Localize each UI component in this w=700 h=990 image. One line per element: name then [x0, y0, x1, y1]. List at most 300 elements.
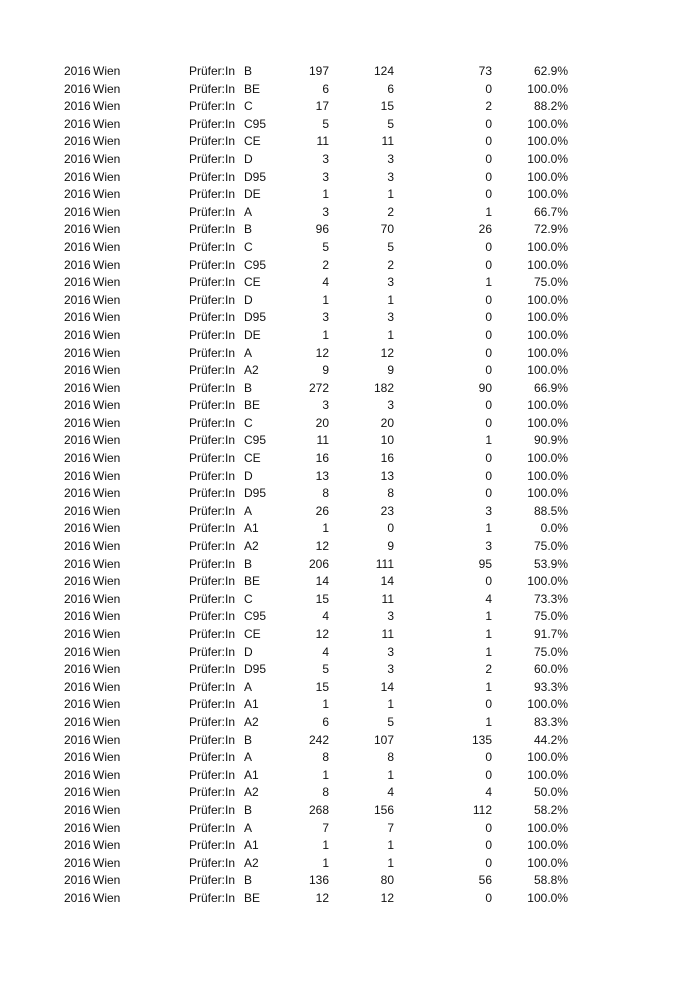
table-row	[0, 468, 700, 486]
total-cell: 9	[322, 363, 329, 378]
rate-cell: 83.3%	[533, 714, 568, 729]
examiner-cell: Prüfer:In	[189, 292, 236, 307]
total-cell: 3	[322, 169, 329, 184]
rate-cell: 100.0%	[527, 398, 568, 413]
rate-cell: 100.0%	[527, 310, 568, 325]
failed-cell: 1	[485, 275, 492, 290]
year-cell: 2016	[64, 697, 91, 712]
total-cell: 268	[308, 802, 329, 817]
category-cell: B	[244, 732, 253, 747]
failed-cell: 0	[485, 257, 492, 272]
year-cell: 2016	[64, 468, 91, 483]
examiner-cell: Prüfer:In	[189, 64, 236, 78]
passed-cell: 111	[375, 556, 394, 571]
passed-cell: 13	[380, 468, 394, 483]
category-cell: D	[244, 292, 253, 307]
total-cell: 6	[322, 714, 329, 729]
failed-cell: 1	[485, 679, 492, 694]
total-cell: 3	[322, 204, 329, 219]
total-cell: 17	[315, 99, 329, 114]
category-cell: CE	[244, 275, 261, 290]
category-cell: B	[244, 380, 253, 395]
year-cell: 2016	[64, 275, 91, 290]
table-row	[0, 151, 700, 169]
failed-cell: 1	[485, 714, 492, 729]
city-cell: Wien	[93, 327, 121, 342]
total-cell: 8	[322, 785, 329, 800]
table-row	[0, 503, 700, 521]
total-cell: 12	[315, 539, 329, 554]
passed-cell: 12	[380, 890, 394, 905]
failed-cell: 0	[485, 239, 492, 254]
rate-cell: 75.0%	[533, 609, 568, 624]
passed-cell: 70	[380, 222, 394, 237]
passed-cell: 1	[387, 292, 394, 307]
table-row	[0, 204, 700, 222]
total-cell: 136	[308, 873, 329, 888]
year-cell: 2016	[64, 187, 91, 202]
city-cell: Wien	[93, 275, 121, 290]
total-cell: 96	[315, 222, 329, 237]
passed-cell: 11	[381, 591, 394, 606]
city-cell: Wien	[93, 574, 121, 589]
passed-cell: 14	[380, 679, 394, 694]
examiner-cell: Prüfer:In	[189, 415, 236, 430]
passed-cell: 1	[387, 327, 394, 342]
rate-cell: 66.7%	[533, 204, 568, 219]
failed-cell: 90	[478, 380, 492, 395]
examiner-cell: Prüfer:In	[189, 204, 236, 219]
year-cell: 2016	[64, 750, 91, 765]
category-cell: C	[244, 99, 253, 114]
rate-cell: 73.3%	[533, 591, 568, 606]
examiner-cell: Prüfer:In	[189, 627, 236, 641]
category-cell: C95	[244, 433, 267, 448]
passed-cell: 16	[380, 451, 394, 466]
passed-cell: 11	[381, 134, 394, 149]
examiner-cell: Prüfer:In	[189, 257, 236, 272]
failed-cell: 0	[485, 415, 492, 430]
passed-cell: 0	[387, 521, 394, 536]
total-cell: 20	[315, 415, 329, 430]
year-cell: 2016	[64, 398, 91, 413]
passed-cell: 80	[380, 873, 394, 888]
city-cell: Wien	[93, 380, 121, 395]
city-cell: Wien	[93, 363, 121, 378]
passed-cell: 1	[387, 697, 394, 712]
examiner-cell: Prüfer:In	[189, 187, 236, 202]
year-cell: 2016	[64, 890, 91, 905]
passed-cell: 15	[380, 99, 394, 114]
rate-cell: 100.0%	[527, 855, 568, 870]
examiner-cell: Prüfer:In	[189, 539, 236, 554]
city-cell: Wien	[93, 679, 121, 694]
city-cell: Wien	[93, 697, 121, 712]
table-row	[0, 714, 700, 732]
year-cell: 2016	[64, 855, 91, 870]
total-cell: 6	[322, 81, 329, 96]
category-cell: A1	[244, 521, 259, 536]
examiner-cell: Prüfer:In	[189, 310, 236, 325]
rate-cell: 100.0%	[527, 820, 568, 835]
year-cell: 2016	[64, 873, 91, 888]
table-row	[0, 696, 700, 714]
rate-cell: 0.0%	[540, 521, 568, 536]
year-cell: 2016	[64, 310, 91, 325]
passed-cell: 3	[387, 169, 394, 184]
failed-cell: 0	[485, 451, 492, 466]
total-cell: 16	[315, 451, 329, 466]
year-cell: 2016	[64, 345, 91, 360]
year-cell: 2016	[64, 732, 91, 747]
category-cell: C95	[244, 257, 267, 272]
city-cell: Wien	[93, 855, 121, 870]
year-cell: 2016	[64, 838, 91, 853]
category-cell: A	[244, 345, 253, 360]
rate-cell: 93.3%	[533, 679, 568, 694]
table-row	[0, 767, 700, 785]
examiner-cell: Prüfer:In	[189, 451, 236, 466]
passed-cell: 1	[387, 855, 394, 870]
total-cell: 8	[322, 750, 329, 765]
category-cell: C	[244, 415, 253, 430]
passed-cell: 11	[381, 627, 394, 641]
failed-cell: 0	[485, 398, 492, 413]
year-cell: 2016	[64, 679, 91, 694]
city-cell: Wien	[93, 292, 121, 307]
examiner-cell: Prüfer:In	[189, 591, 236, 606]
table-row	[0, 573, 700, 591]
passed-cell: 2	[387, 204, 394, 219]
table-row	[0, 591, 700, 609]
city-cell: Wien	[93, 345, 121, 360]
total-cell: 12	[315, 627, 329, 641]
examiner-cell: Prüfer:In	[189, 574, 236, 589]
failed-cell: 2	[485, 99, 492, 114]
failed-cell: 0	[485, 820, 492, 835]
rate-cell: 100.0%	[527, 257, 568, 272]
passed-cell: 9	[387, 539, 394, 554]
city-cell: Wien	[93, 310, 121, 325]
examiner-cell: Prüfer:In	[189, 697, 236, 712]
category-cell: D95	[244, 486, 267, 501]
examiner-cell: Prüfer:In	[189, 521, 236, 536]
total-cell: 1	[322, 327, 329, 342]
year-cell: 2016	[64, 591, 91, 606]
failed-cell: 112	[472, 802, 492, 817]
failed-cell: 1	[485, 609, 492, 624]
rate-cell: 100.0%	[527, 574, 568, 589]
examiner-cell: Prüfer:In	[189, 380, 236, 395]
table-row	[0, 556, 700, 574]
year-cell: 2016	[64, 151, 91, 166]
failed-cell: 1	[485, 627, 492, 641]
rate-cell: 58.8%	[533, 873, 568, 888]
category-cell: B	[244, 802, 253, 817]
examiner-cell: Prüfer:In	[189, 714, 236, 729]
table-row	[0, 802, 700, 820]
rate-cell: 100.0%	[527, 239, 568, 254]
total-cell: 1	[322, 187, 329, 202]
failed-cell: 0	[485, 116, 492, 131]
category-cell: C	[244, 239, 253, 254]
year-cell: 2016	[64, 204, 91, 219]
failed-cell: 0	[485, 327, 492, 342]
passed-cell: 5	[387, 116, 394, 131]
category-cell: BE	[244, 398, 261, 413]
total-cell: 1	[322, 697, 329, 712]
total-cell: 242	[308, 732, 329, 747]
rate-cell: 75.0%	[533, 644, 568, 659]
examiner-cell: Prüfer:In	[189, 644, 236, 659]
examiner-cell: Prüfer:In	[189, 327, 236, 342]
year-cell: 2016	[64, 327, 91, 342]
rate-cell: 100.0%	[527, 81, 568, 96]
year-cell: 2016	[64, 714, 91, 729]
examiner-cell: Prüfer:In	[189, 222, 236, 237]
city-cell: Wien	[93, 239, 121, 254]
table-row	[0, 186, 700, 204]
failed-cell: 0	[485, 169, 492, 184]
city-cell: Wien	[93, 609, 121, 624]
year-cell: 2016	[64, 820, 91, 835]
table-row	[0, 133, 700, 151]
year-cell: 2016	[64, 99, 91, 114]
category-cell: D95	[244, 169, 267, 184]
category-cell: A2	[244, 785, 259, 800]
city-cell: Wien	[93, 151, 121, 166]
table-row	[0, 872, 700, 890]
year-cell: 2016	[64, 239, 91, 254]
city-cell: Wien	[93, 662, 121, 677]
examiner-cell: Prüfer:In	[189, 767, 236, 782]
failed-cell: 0	[485, 486, 492, 501]
failed-cell: 1	[485, 433, 492, 448]
table-row	[0, 661, 700, 679]
city-cell: Wien	[93, 415, 121, 430]
city-cell: Wien	[93, 204, 121, 219]
year-cell: 2016	[64, 627, 91, 641]
city-cell: Wien	[93, 64, 121, 78]
rate-cell: 100.0%	[527, 697, 568, 712]
category-cell: A2	[244, 539, 259, 554]
passed-cell: 3	[387, 644, 394, 659]
failed-cell: 0	[485, 363, 492, 378]
city-cell: Wien	[93, 451, 121, 466]
passed-cell: 4	[387, 785, 394, 800]
passed-cell: 156	[373, 802, 394, 817]
category-cell: BE	[244, 574, 261, 589]
total-cell: 3	[322, 310, 329, 325]
table-row	[0, 116, 700, 134]
table-row	[0, 63, 700, 81]
year-cell: 2016	[64, 521, 91, 536]
rate-cell: 58.2%	[533, 802, 568, 817]
passed-cell: 2	[387, 257, 394, 272]
city-cell: Wien	[93, 521, 121, 536]
passed-cell: 3	[387, 275, 394, 290]
passed-cell: 5	[387, 714, 394, 729]
failed-cell: 1	[485, 204, 492, 219]
examiner-cell: Prüfer:In	[189, 433, 236, 448]
city-cell: Wien	[93, 169, 121, 184]
examiner-cell: Prüfer:In	[189, 239, 236, 254]
rate-cell: 44.2%	[533, 732, 568, 747]
passed-cell: 12	[380, 345, 394, 360]
rate-cell: 90.9%	[533, 433, 568, 448]
city-cell: Wien	[93, 802, 121, 817]
rate-cell: 100.0%	[527, 486, 568, 501]
table-row	[0, 450, 700, 468]
city-cell: Wien	[93, 644, 121, 659]
category-cell: BE	[244, 890, 261, 905]
rate-cell: 100.0%	[527, 327, 568, 342]
table-row	[0, 890, 700, 908]
total-cell: 26	[315, 503, 329, 518]
failed-cell: 0	[485, 468, 492, 483]
year-cell: 2016	[64, 134, 91, 149]
city-cell: Wien	[93, 222, 121, 237]
category-cell: A	[244, 750, 253, 765]
category-cell: A2	[244, 855, 259, 870]
failed-cell: 26	[478, 222, 492, 237]
category-cell: A	[244, 503, 253, 518]
category-cell: CE	[244, 451, 261, 466]
city-cell: Wien	[93, 81, 121, 96]
passed-cell: 23	[380, 503, 394, 518]
category-cell: A1	[244, 838, 259, 853]
total-cell: 1	[322, 521, 329, 536]
city-cell: Wien	[93, 556, 121, 571]
year-cell: 2016	[64, 662, 91, 677]
city-cell: Wien	[93, 539, 121, 554]
failed-cell: 4	[485, 591, 492, 606]
rate-cell: 100.0%	[527, 890, 568, 905]
city-cell: Wien	[93, 732, 121, 747]
failed-cell: 3	[485, 539, 492, 554]
category-cell: A	[244, 679, 253, 694]
examiner-cell: Prüfer:In	[189, 169, 236, 184]
total-cell: 4	[322, 609, 329, 624]
rate-cell: 100.0%	[527, 750, 568, 765]
category-cell: B	[244, 873, 253, 888]
category-cell: A1	[244, 767, 259, 782]
city-cell: Wien	[93, 838, 121, 853]
year-cell: 2016	[64, 767, 91, 782]
passed-cell: 8	[387, 486, 394, 501]
failed-cell: 0	[485, 292, 492, 307]
rate-cell: 75.0%	[533, 539, 568, 554]
table-row	[0, 98, 700, 116]
category-cell: D95	[244, 310, 267, 325]
passed-cell: 20	[380, 415, 394, 430]
passed-cell: 3	[387, 609, 394, 624]
rate-cell: 72.9%	[533, 222, 568, 237]
passed-cell: 124	[373, 64, 394, 78]
year-cell: 2016	[64, 64, 91, 78]
rate-cell: 100.0%	[527, 767, 568, 782]
examiner-cell: Prüfer:In	[189, 662, 236, 677]
total-cell: 11	[316, 134, 329, 149]
rate-cell: 88.5%	[533, 503, 568, 518]
total-cell: 15	[315, 591, 329, 606]
table-row	[0, 345, 700, 363]
examiner-cell: Prüfer:In	[189, 486, 236, 501]
category-cell: DE	[244, 187, 261, 202]
examiner-cell: Prüfer:In	[189, 890, 236, 905]
failed-cell: 95	[478, 556, 492, 571]
passed-cell: 3	[387, 151, 394, 166]
examiner-cell: Prüfer:In	[189, 609, 236, 624]
passed-cell: 182	[373, 380, 394, 395]
city-cell: Wien	[93, 890, 121, 905]
category-cell: C	[244, 591, 253, 606]
passed-cell: 8	[387, 750, 394, 765]
year-cell: 2016	[64, 380, 91, 395]
year-cell: 2016	[64, 556, 91, 571]
year-cell: 2016	[64, 451, 91, 466]
examiner-cell: Prüfer:In	[189, 81, 236, 96]
failed-cell: 0	[485, 697, 492, 712]
failed-cell: 56	[478, 873, 492, 888]
failed-cell: 0	[485, 310, 492, 325]
failed-cell: 0	[485, 838, 492, 853]
year-cell: 2016	[64, 363, 91, 378]
category-cell: C95	[244, 609, 267, 624]
passed-cell: 9	[387, 363, 394, 378]
total-cell: 13	[315, 468, 329, 483]
table-row	[0, 520, 700, 538]
category-cell: D95	[244, 662, 267, 677]
failed-cell: 0	[485, 151, 492, 166]
category-cell: BE	[244, 81, 261, 96]
table-row	[0, 538, 700, 556]
table-row	[0, 397, 700, 415]
total-cell: 206	[308, 556, 329, 571]
table-row	[0, 626, 700, 644]
rate-cell: 100.0%	[527, 451, 568, 466]
city-cell: Wien	[93, 134, 121, 149]
year-cell: 2016	[64, 415, 91, 430]
passed-cell: 5	[387, 239, 394, 254]
failed-cell: 0	[485, 855, 492, 870]
examiner-cell: Prüfer:In	[189, 785, 236, 800]
table-row	[0, 274, 700, 292]
passed-cell: 107	[373, 732, 394, 747]
table-row	[0, 81, 700, 99]
total-cell: 272	[308, 380, 329, 395]
examiner-cell: Prüfer:In	[189, 134, 236, 149]
rate-cell: 100.0%	[527, 415, 568, 430]
failed-cell: 1	[485, 644, 492, 659]
rate-cell: 91.7%	[533, 627, 568, 641]
rate-cell: 75.0%	[533, 275, 568, 290]
category-cell: A	[244, 204, 253, 219]
passed-cell: 1	[387, 838, 394, 853]
total-cell: 3	[322, 398, 329, 413]
passed-cell: 14	[380, 574, 394, 589]
city-cell: Wien	[93, 187, 121, 202]
examiner-cell: Prüfer:In	[189, 116, 236, 131]
rate-cell: 53.9%	[533, 556, 568, 571]
examiner-cell: Prüfer:In	[189, 732, 236, 747]
city-cell: Wien	[93, 503, 121, 518]
city-cell: Wien	[93, 398, 121, 413]
total-cell: 8	[322, 486, 329, 501]
year-cell: 2016	[64, 486, 91, 501]
city-cell: Wien	[93, 820, 121, 835]
examiner-cell: Prüfer:In	[189, 363, 236, 378]
